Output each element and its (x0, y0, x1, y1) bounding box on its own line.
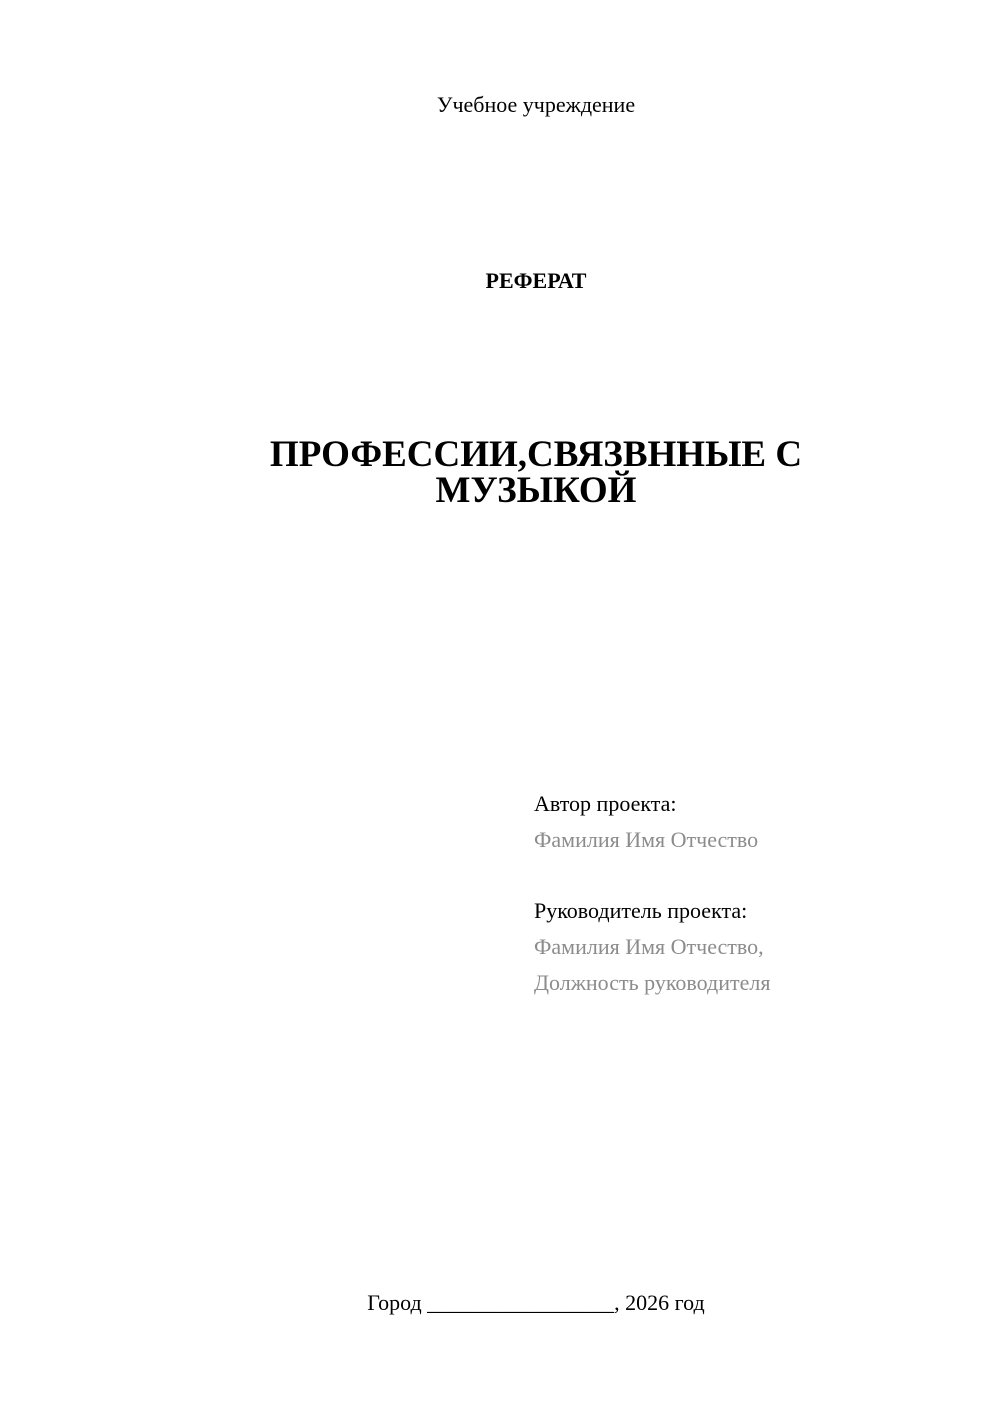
supervisor-name-placeholder: Фамилия Имя Отчество, (534, 934, 764, 959)
credits-block (534, 786, 974, 1001)
document-title (0, 434, 1000, 511)
author-name-placeholder: Фамилия Имя Отчество (534, 827, 759, 852)
document-type: РЕФЕРАТ (485, 268, 587, 293)
institution-name: Учебное учреждение (436, 92, 636, 117)
credits-spacer (534, 858, 974, 893)
city-year-line (0, 1288, 1000, 1318)
document-title-line-1: ПРОФЕССИИ,СВЯЗВННЫЕ С (269, 434, 803, 475)
author-label: Автор проекта: (534, 791, 677, 816)
supervisor-position-placeholder: Должность руководителя (534, 970, 771, 995)
city-blank: _________________ (427, 1290, 615, 1315)
city-label: Город (367, 1290, 422, 1315)
supervisor-label: Руководитель проекта: (534, 898, 748, 923)
year-text: , 2026 год (614, 1290, 705, 1315)
document-title-line-2: МУЗЫКОЙ (435, 470, 637, 511)
